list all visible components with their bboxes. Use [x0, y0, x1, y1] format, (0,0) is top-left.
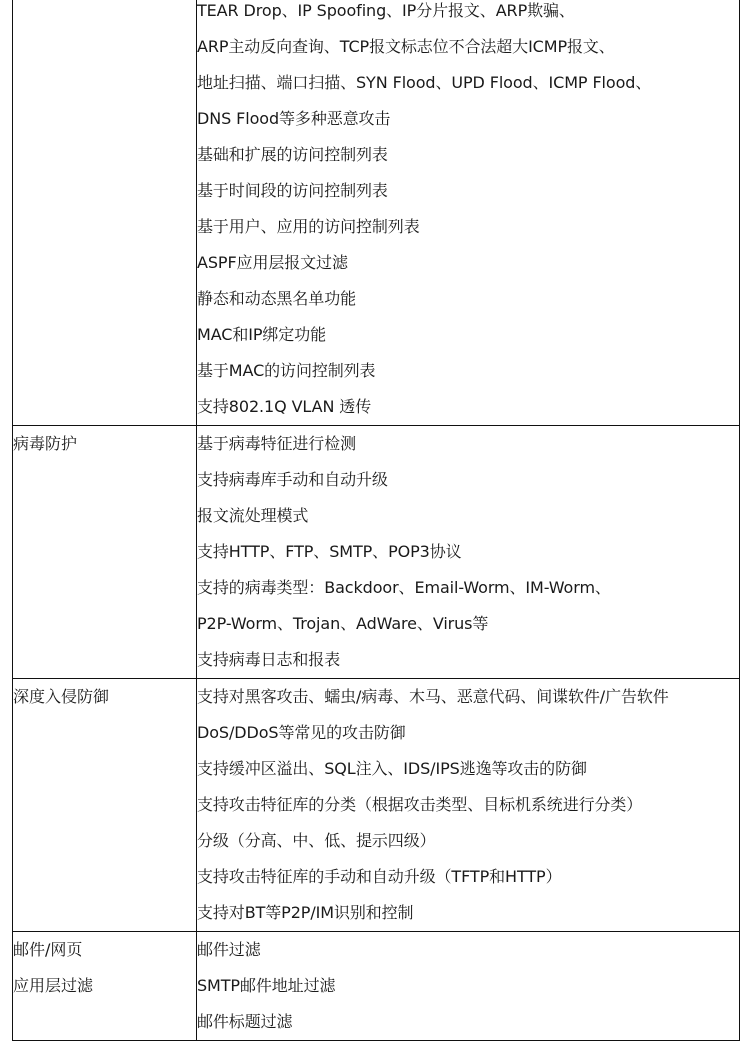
feature-item: TEAR Drop、IP Spoofing、IP分片报文、ARP欺骗、	[197, 1, 575, 20]
security-feature-table	[12, 0, 740, 1041]
category-cell	[13, 426, 197, 679]
feature-item: 支持802.1Q VLAN 透传	[197, 397, 372, 416]
feature-item: P2P-Worm、Trojan、AdWare、Virus等	[197, 614, 489, 633]
feature-item: 分级（分高、中、低、提示四级）	[197, 831, 436, 850]
feature-item: 地址扫描、端口扫描、SYN Flood、UPD Flood、ICMP Flood、	[197, 73, 652, 92]
category-cell	[13, 0, 197, 426]
feature-item: 支持缓冲区溢出、SQL注入、IDS/IPS逃逸等攻击的防御	[197, 759, 587, 778]
feature-item: 支持的病毒类型：Backdoor、Email-Worm、IM-Worm、	[197, 578, 611, 597]
category-cell	[13, 932, 197, 1041]
feature-item: 邮件过滤	[197, 940, 261, 959]
feature-item: 报文流处理模式	[197, 506, 309, 525]
table-row	[13, 932, 740, 1041]
table-row	[13, 679, 740, 932]
feature-item: 支持对黑客攻击、蠕虫/病毒、木马、恶意代码、间谍软件/广告软件	[197, 687, 669, 706]
feature-item: 基于MAC的访问控制列表	[197, 361, 376, 380]
table-row	[13, 0, 740, 426]
category-cell	[13, 679, 197, 932]
category-label: 应用层过滤	[13, 976, 94, 995]
feature-item: 静态和动态黑名单功能	[197, 289, 357, 308]
feature-item: DoS/DDoS等常见的攻击防御	[197, 723, 406, 742]
feature-item: DNS Flood等多种恶意攻击	[197, 109, 391, 128]
feature-item: ASPF应用层报文过滤	[197, 253, 348, 272]
feature-cell	[197, 426, 740, 679]
table-row	[13, 426, 740, 679]
feature-item: 基于用户、应用的访问控制列表	[197, 217, 420, 236]
feature-item: 邮件标题过滤	[197, 1012, 293, 1031]
category-label: 深度入侵防御	[13, 687, 110, 706]
feature-item: 支持攻击特征库的分类（根据攻击类型、目标机系统进行分类）	[197, 795, 643, 814]
feature-item: 支持攻击特征库的手动和自动升级（TFTP和HTTP）	[197, 867, 562, 886]
category-label: 邮件/网页	[13, 940, 83, 959]
feature-item: 基于时间段的访问控制列表	[197, 181, 388, 200]
feature-item: 支持HTTP、FTP、SMTP、POP3协议	[197, 542, 462, 561]
table-body	[13, 0, 740, 1041]
feature-item: SMTP邮件地址过滤	[197, 976, 336, 995]
feature-item: MAC和IP绑定功能	[197, 325, 327, 344]
feature-item: 基础和扩展的访问控制列表	[197, 145, 388, 164]
feature-cell	[197, 679, 740, 932]
feature-item: 基于病毒特征进行检测	[197, 434, 357, 453]
feature-item: 支持病毒库手动和自动升级	[197, 470, 388, 489]
category-label: 病毒防护	[13, 434, 78, 453]
feature-cell	[197, 0, 740, 426]
feature-item: 支持病毒日志和报表	[197, 650, 341, 669]
feature-cell	[197, 932, 740, 1041]
feature-item: ARP主动反向查询、TCP报文标志位不合法超大ICMP报文、	[197, 37, 615, 56]
feature-item: 支持对BT等P2P/IM识别和控制	[197, 903, 414, 922]
